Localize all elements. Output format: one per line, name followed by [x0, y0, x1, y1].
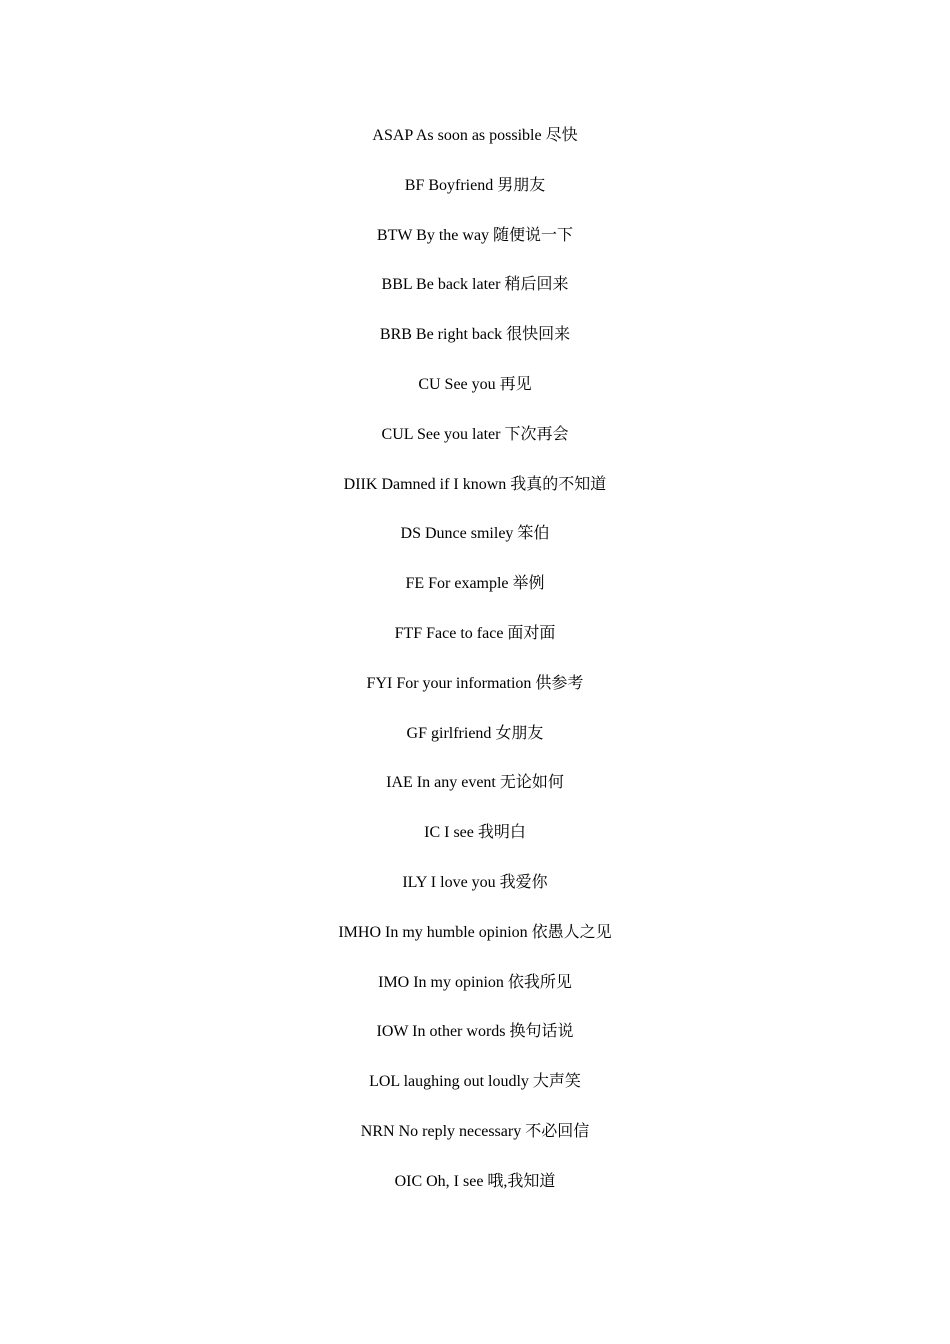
abbreviation-entry: IOW In other words 换句话说 — [376, 1023, 574, 1041]
abbreviation-entry: BRB Be right back 很快回来 — [379, 326, 571, 344]
abbreviation-entry: CUL See you later 下次再会 — [381, 425, 569, 443]
abbreviation-entry: LOL laughing out loudly 大声笑 — [369, 1073, 581, 1091]
abbreviation-entry: ILY I love you 我爱你 — [402, 873, 548, 891]
abbreviation-entry: FTF Face to face 面对面 — [394, 624, 556, 642]
abbreviation-entry: OIC Oh, I see 哦,我知道 — [394, 1172, 556, 1190]
abbreviation-entry: IMO In my opinion 依我所见 — [378, 973, 572, 991]
abbreviation-entry: IMHO In my humble opinion 依愚人之见 — [338, 923, 612, 941]
abbreviation-entry: BTW By the way 随便说一下 — [376, 226, 574, 244]
abbreviation-entry: NRN No reply necessary 不必回信 — [360, 1122, 590, 1140]
abbreviation-entry: BF Boyfriend 男朋友 — [404, 176, 546, 194]
abbreviation-entry: DIIK Damned if I known 我真的不知道 — [343, 475, 607, 493]
abbreviation-entry: BBL Be back later 稍后回来 — [381, 276, 569, 294]
abbreviation-entry: FE For example 举例 — [405, 575, 545, 593]
abbreviation-entry: FYI For your information 供参考 — [366, 674, 584, 692]
abbreviation-entry: GF girlfriend 女朋友 — [406, 724, 544, 742]
abbreviation-entry: IAE In any event 无论如何 — [386, 774, 564, 792]
abbreviation-entry: DS Dunce smiley 笨伯 — [400, 525, 550, 543]
abbreviation-entry: IC I see 我明白 — [424, 824, 526, 842]
abbreviation-entry: CU See you 再见 — [418, 375, 532, 393]
abbreviation-list — [0, 124, 950, 1220]
abbreviation-entry: ASAP As soon as possible 尽快 — [372, 127, 578, 144]
